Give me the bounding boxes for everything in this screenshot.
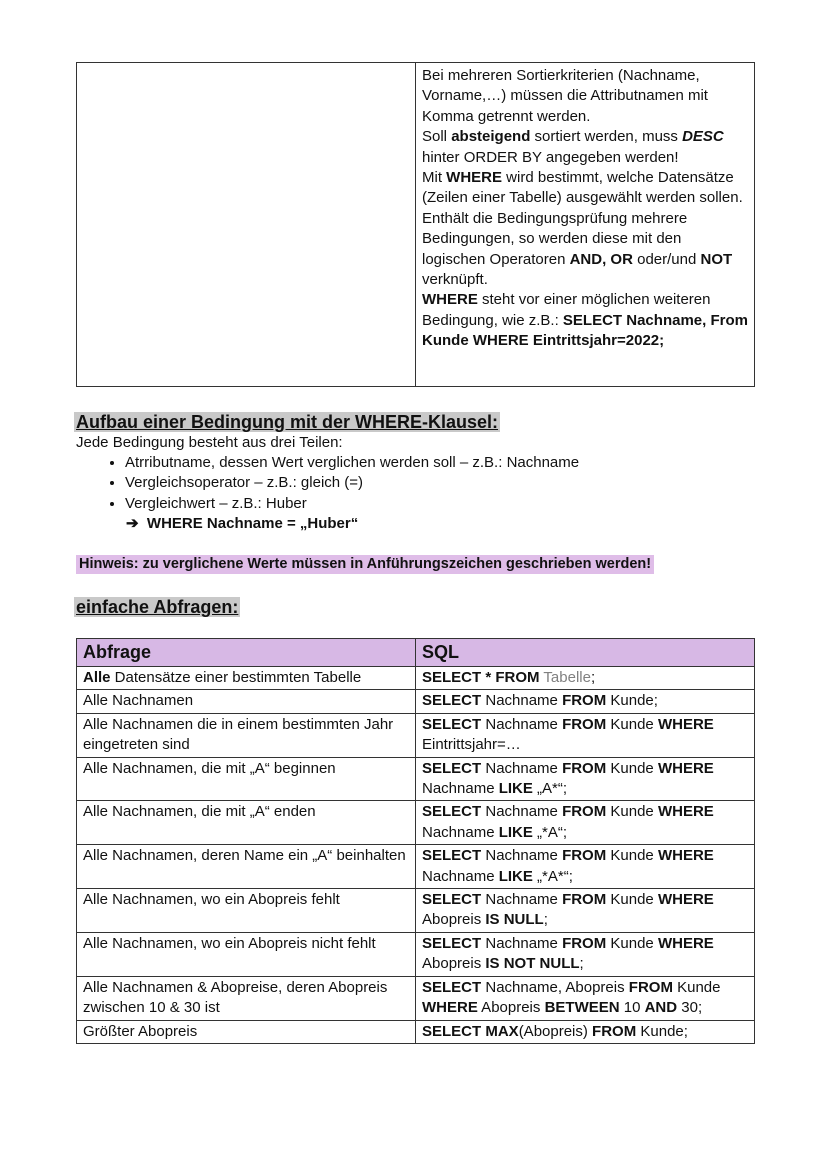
query-cell: Alle Nachnamen bbox=[77, 690, 416, 713]
table-row bbox=[77, 667, 755, 690]
query-cell: Alle Nachnamen die in einem bestimmten Jahr eingetreten sind bbox=[77, 713, 416, 757]
table-row bbox=[77, 932, 755, 976]
sql-cell: SELECT * FROM Tabelle; bbox=[416, 667, 755, 690]
sql-cell: SELECT Nachname FROM Kunde WHERE Abopreis IS NOT NULL; bbox=[416, 932, 755, 976]
table-row bbox=[77, 976, 755, 1020]
condition-intro-block bbox=[76, 433, 579, 535]
note-descending: Soll absteigend sortiert werden, muss DESC hinter ORDER BY angegeben werden! bbox=[422, 128, 724, 166]
table-header-row bbox=[77, 639, 755, 667]
sql-cell: SELECT Nachname FROM Kunde; bbox=[416, 690, 755, 713]
query-cell: Alle Nachnamen, wo ein Abopreis nicht fehlt bbox=[77, 932, 416, 976]
table-row bbox=[77, 845, 755, 889]
queries-heading: einfache Abfragen: bbox=[76, 597, 239, 617]
sql-cell: SELECT Nachname FROM Kunde WHERE Nachname LIKE „*A“; bbox=[416, 801, 755, 845]
list-item: • Vergleichwert – z.B.: Huber bbox=[125, 494, 579, 514]
column-header-query: Abfrage bbox=[77, 639, 416, 667]
query-cell: Alle Nachnamen, die mit „A“ beginnen bbox=[77, 757, 416, 801]
query-cell: Alle Nachnamen, die mit „A“ enden bbox=[77, 801, 416, 845]
condition-intro: Jede Bedingung besteht aus drei Teilen: bbox=[76, 434, 343, 451]
queries-table bbox=[76, 638, 755, 1044]
query-cell: Alle Nachnamen, deren Name ein „A“ beinhalten bbox=[77, 845, 416, 889]
sql-cell: SELECT Nachname FROM Kunde WHERE Nachname LIKE „*A*“; bbox=[416, 845, 755, 889]
column-header-sql: SQL bbox=[416, 639, 755, 667]
quote-hint: Hinweis: zu verglichene Werte müssen in Anführungszeichen geschrieben werden! bbox=[76, 555, 654, 574]
notes-cell bbox=[416, 63, 755, 387]
note-sort-multiple: Bei mehreren Sortierkriterien (Nachname, Vorname,…) müssen die Attributnamen mit Komma getrennt werden. bbox=[422, 67, 708, 125]
sql-cell: SELECT Nachname FROM Kunde WHERE Eintrittsjahr=… bbox=[416, 713, 755, 757]
list-item: • Atrributname, dessen Wert verglichen werden soll – z.B.: Nachname bbox=[125, 453, 579, 473]
queries-heading-wrap bbox=[74, 597, 240, 618]
sql-cell: SELECT Nachname FROM Kunde WHERE Abopreis IS NULL; bbox=[416, 889, 755, 933]
query-cell: Größter Abopreis bbox=[77, 1020, 416, 1043]
sql-cell: SELECT MAX(Abopreis) FROM Kunde; bbox=[416, 1020, 755, 1043]
sql-cell: SELECT Nachname, Abopreis FROM Kunde WHERE Abopreis BETWEEN 10 AND 30; bbox=[416, 976, 755, 1020]
example-where-clause: WHERE Nachname = „Huber“ bbox=[146, 515, 359, 533]
condition-heading-wrap bbox=[74, 412, 500, 433]
table-row bbox=[77, 713, 755, 757]
note-where: Mit WHERE wird bestimmt, welche Datensätze (Zeilen einer Tabelle) ausgewählt werden sollen. Enthält die Bedingungsprüfung mehrere Bedingungen, so werden diese mit den logischen Operatoren AND, OR oder/und NOT verknüpft. bbox=[422, 169, 743, 289]
condition-parts-list bbox=[76, 453, 579, 514]
note-where-example: WHERE steht vor einer möglichen weiteren Bedingung, wie z.B.: SELECT Nachname, From Kunde WHERE Eintrittsjahr=2022; bbox=[422, 291, 748, 350]
query-cell: Alle Datensätze einer bestimmten Tabelle bbox=[77, 667, 416, 690]
table-row bbox=[77, 801, 755, 845]
query-cell: Alle Nachnamen & Abopreise, deren Abopreis zwischen 10 & 30 ist bbox=[77, 976, 416, 1020]
sorting-notes-table bbox=[76, 62, 755, 387]
table-row bbox=[77, 690, 755, 713]
arrow-right-icon: ➔ bbox=[126, 515, 139, 533]
condition-heading: Aufbau einer Bedingung mit der WHERE-Klausel: bbox=[76, 412, 499, 432]
query-cell: Alle Nachnamen, wo ein Abopreis fehlt bbox=[77, 889, 416, 933]
table-row bbox=[77, 757, 755, 801]
sql-cell: SELECT Nachname FROM Kunde WHERE Nachname LIKE „A*“; bbox=[416, 757, 755, 801]
table-row bbox=[77, 1020, 755, 1043]
table-row bbox=[77, 889, 755, 933]
list-item: • Vergleichsoperator – z.B.: gleich (=) bbox=[125, 473, 579, 493]
empty-cell bbox=[77, 63, 416, 387]
condition-example bbox=[76, 514, 579, 534]
